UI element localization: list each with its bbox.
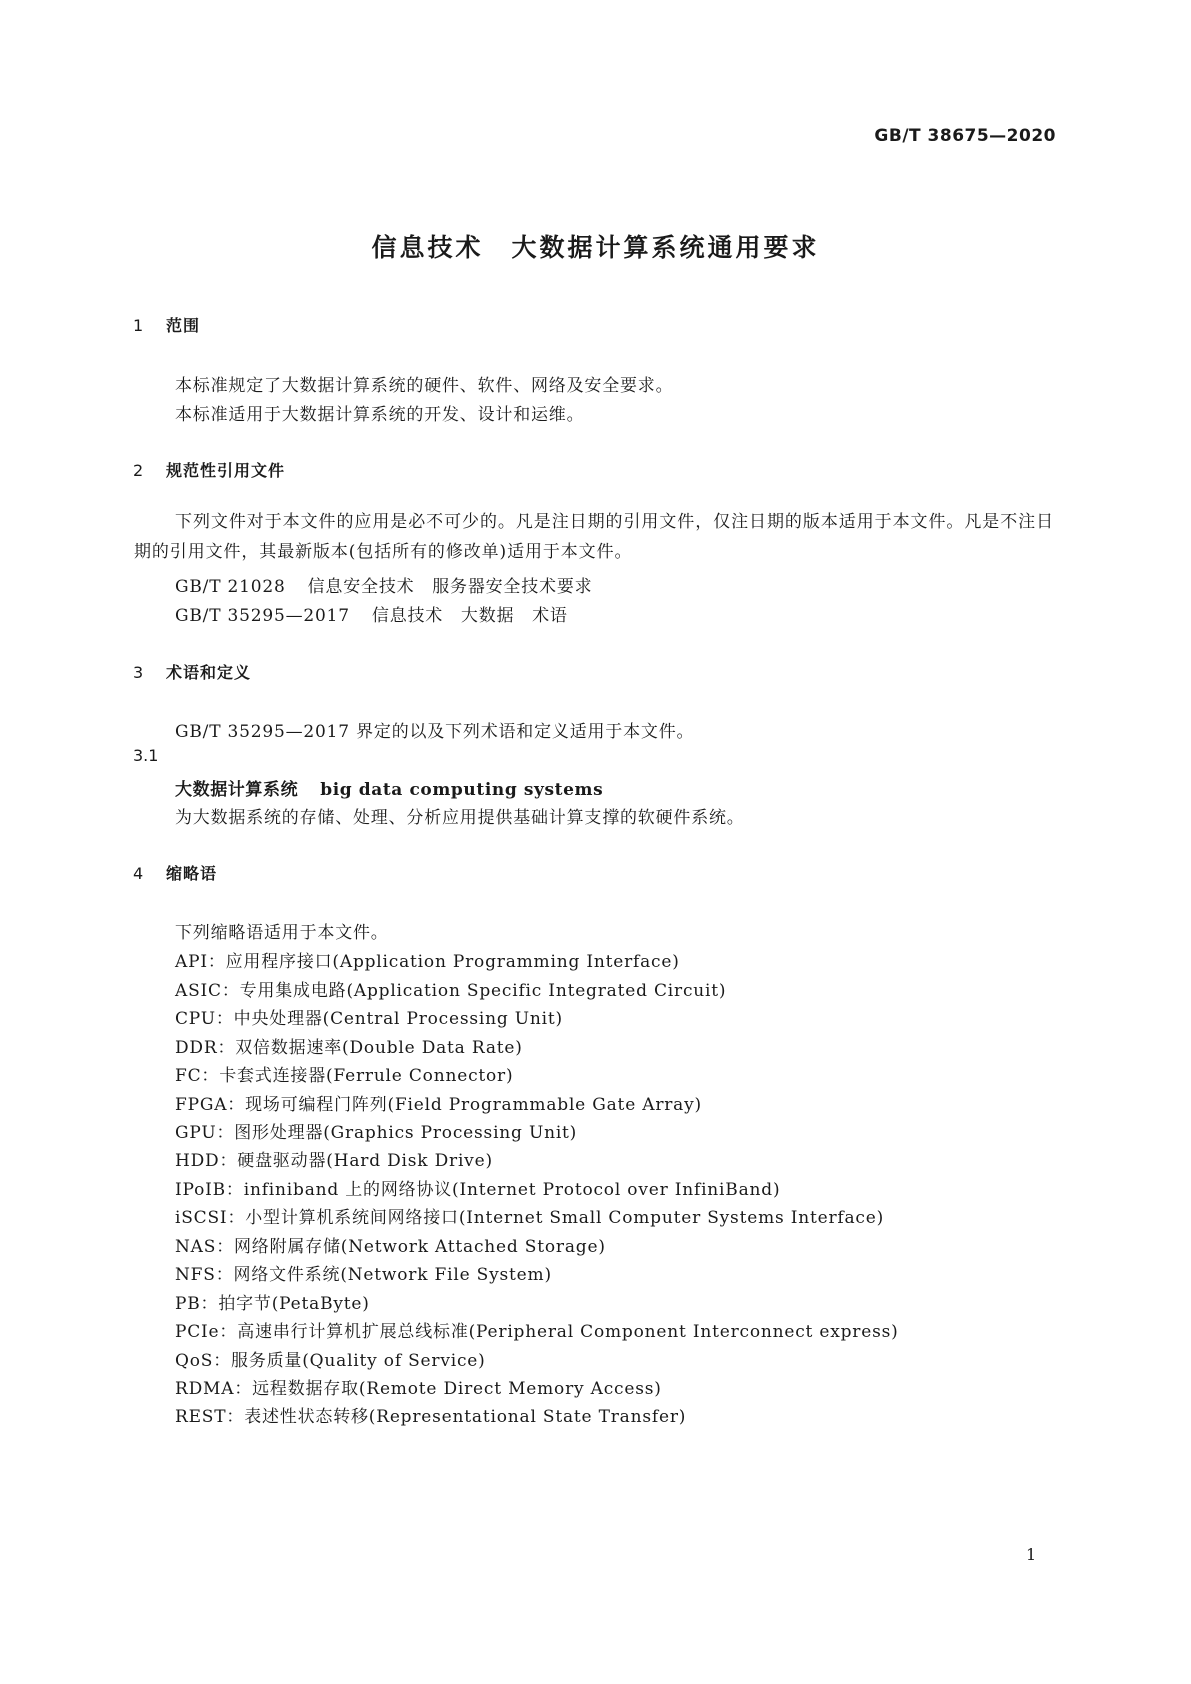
section-title: 缩略语 [166, 864, 218, 883]
reference-item [175, 572, 592, 597]
section-title: 规范性引用文件 [166, 461, 286, 480]
abbreviation-item: PB：拍字节(PetaByte) [175, 1294, 370, 1314]
abbreviation-item: DDR：双倍数据速率(Double Data Rate) [175, 1038, 523, 1058]
abbreviation-item: PCIe：高速串行计算机扩展总线标准(Peripheral Component Interconnect express) [175, 1322, 899, 1342]
section-title: 术语和定义 [166, 663, 252, 682]
reference-code: GB/T 21028 [175, 577, 286, 597]
page-number: 1 [1026, 1545, 1037, 1564]
standard-number: GB/T 38675—2020 [874, 126, 1056, 146]
document-title: 信息技术 大数据计算系统通用要求 [371, 233, 820, 262]
term-zh: 大数据计算系统 [175, 780, 299, 800]
paragraph: 本标准规定了大数据计算系统的硬件、软件、网络及安全要求。 [175, 376, 674, 396]
abbreviation-item: CPU：中央处理器(Central Processing Unit) [175, 1009, 563, 1029]
reference-title: 信息安全技术 服务器安全技术要求 [307, 577, 593, 597]
reference-item [175, 601, 568, 626]
abbreviation-item: iSCSI：小型计算机系统间网络接口(Internet Small Computer Systems Interface) [175, 1208, 885, 1228]
section-heading-normative-references [133, 458, 285, 481]
terms-intro: GB/T 35295—2017 界定的以及下列术语和定义适用于本文件。 [175, 722, 695, 742]
term-en: big data computing systems [320, 780, 604, 800]
abbreviation-item: NFS：网络文件系统(Network File System) [175, 1265, 552, 1285]
section-number: 2 [133, 461, 145, 480]
term-heading [175, 775, 603, 800]
section-number: 1 [133, 316, 145, 335]
paragraph: 本标准适用于大数据计算系统的开发、设计和运维。 [175, 405, 585, 425]
abbreviation-item: RDMA：远程数据存取(Remote Direct Memory Access) [175, 1379, 662, 1399]
term-number: 3.1 [133, 746, 159, 765]
abbreviation-item: API：应用程序接口(Application Programming Interface) [175, 952, 680, 972]
abbreviation-item: FPGA：现场可编程门阵列(Field Programmable Gate Array) [175, 1095, 702, 1115]
abbreviation-item: IPoIB：infiniband 上的网络协议(Internet Protocol over InfiniBand) [175, 1180, 781, 1200]
abbreviation-item: ASIC：专用集成电路(Application Specific Integrated Circuit) [175, 981, 727, 1001]
abbreviation-item: FC：卡套式连接器(Ferrule Connector) [175, 1066, 514, 1086]
section-title: 范围 [166, 316, 201, 335]
term-definition: 为大数据系统的存储、处理、分析应用提供基础计算支撑的软硬件系统。 [175, 808, 745, 828]
section-heading-abbreviations [133, 861, 217, 884]
reference-title: 信息技术 大数据 术语 [371, 606, 568, 626]
abbreviation-item: HDD：硬盘驱动器(Hard Disk Drive) [175, 1151, 493, 1171]
abbreviation-item: NAS：网络附属存储(Network Attached Storage) [175, 1237, 606, 1257]
reference-code: GB/T 35295—2017 [175, 606, 350, 626]
section-heading-scope [133, 313, 200, 336]
section-heading-terms [133, 660, 251, 683]
section-number: 3 [133, 663, 145, 682]
abbreviations-intro: 下列缩略语适用于本文件。 [175, 923, 389, 943]
abbreviation-item: QoS：服务质量(Quality of Service) [175, 1351, 486, 1371]
normative-references-intro: 下列文件对于本文件的应用是必不可少的。凡是注日期的引用文件，仅注日期的版本适用于本文件。凡是不注日期的引用文件，其最新版本(包括所有的修改单)适用于本文件。 [134, 512, 1054, 562]
abbreviation-item: GPU：图形处理器(Graphics Processing Unit) [175, 1123, 578, 1143]
abbreviation-item: REST：表述性状态转移(Representational State Transfer) [175, 1407, 687, 1427]
section-number: 4 [133, 864, 145, 883]
